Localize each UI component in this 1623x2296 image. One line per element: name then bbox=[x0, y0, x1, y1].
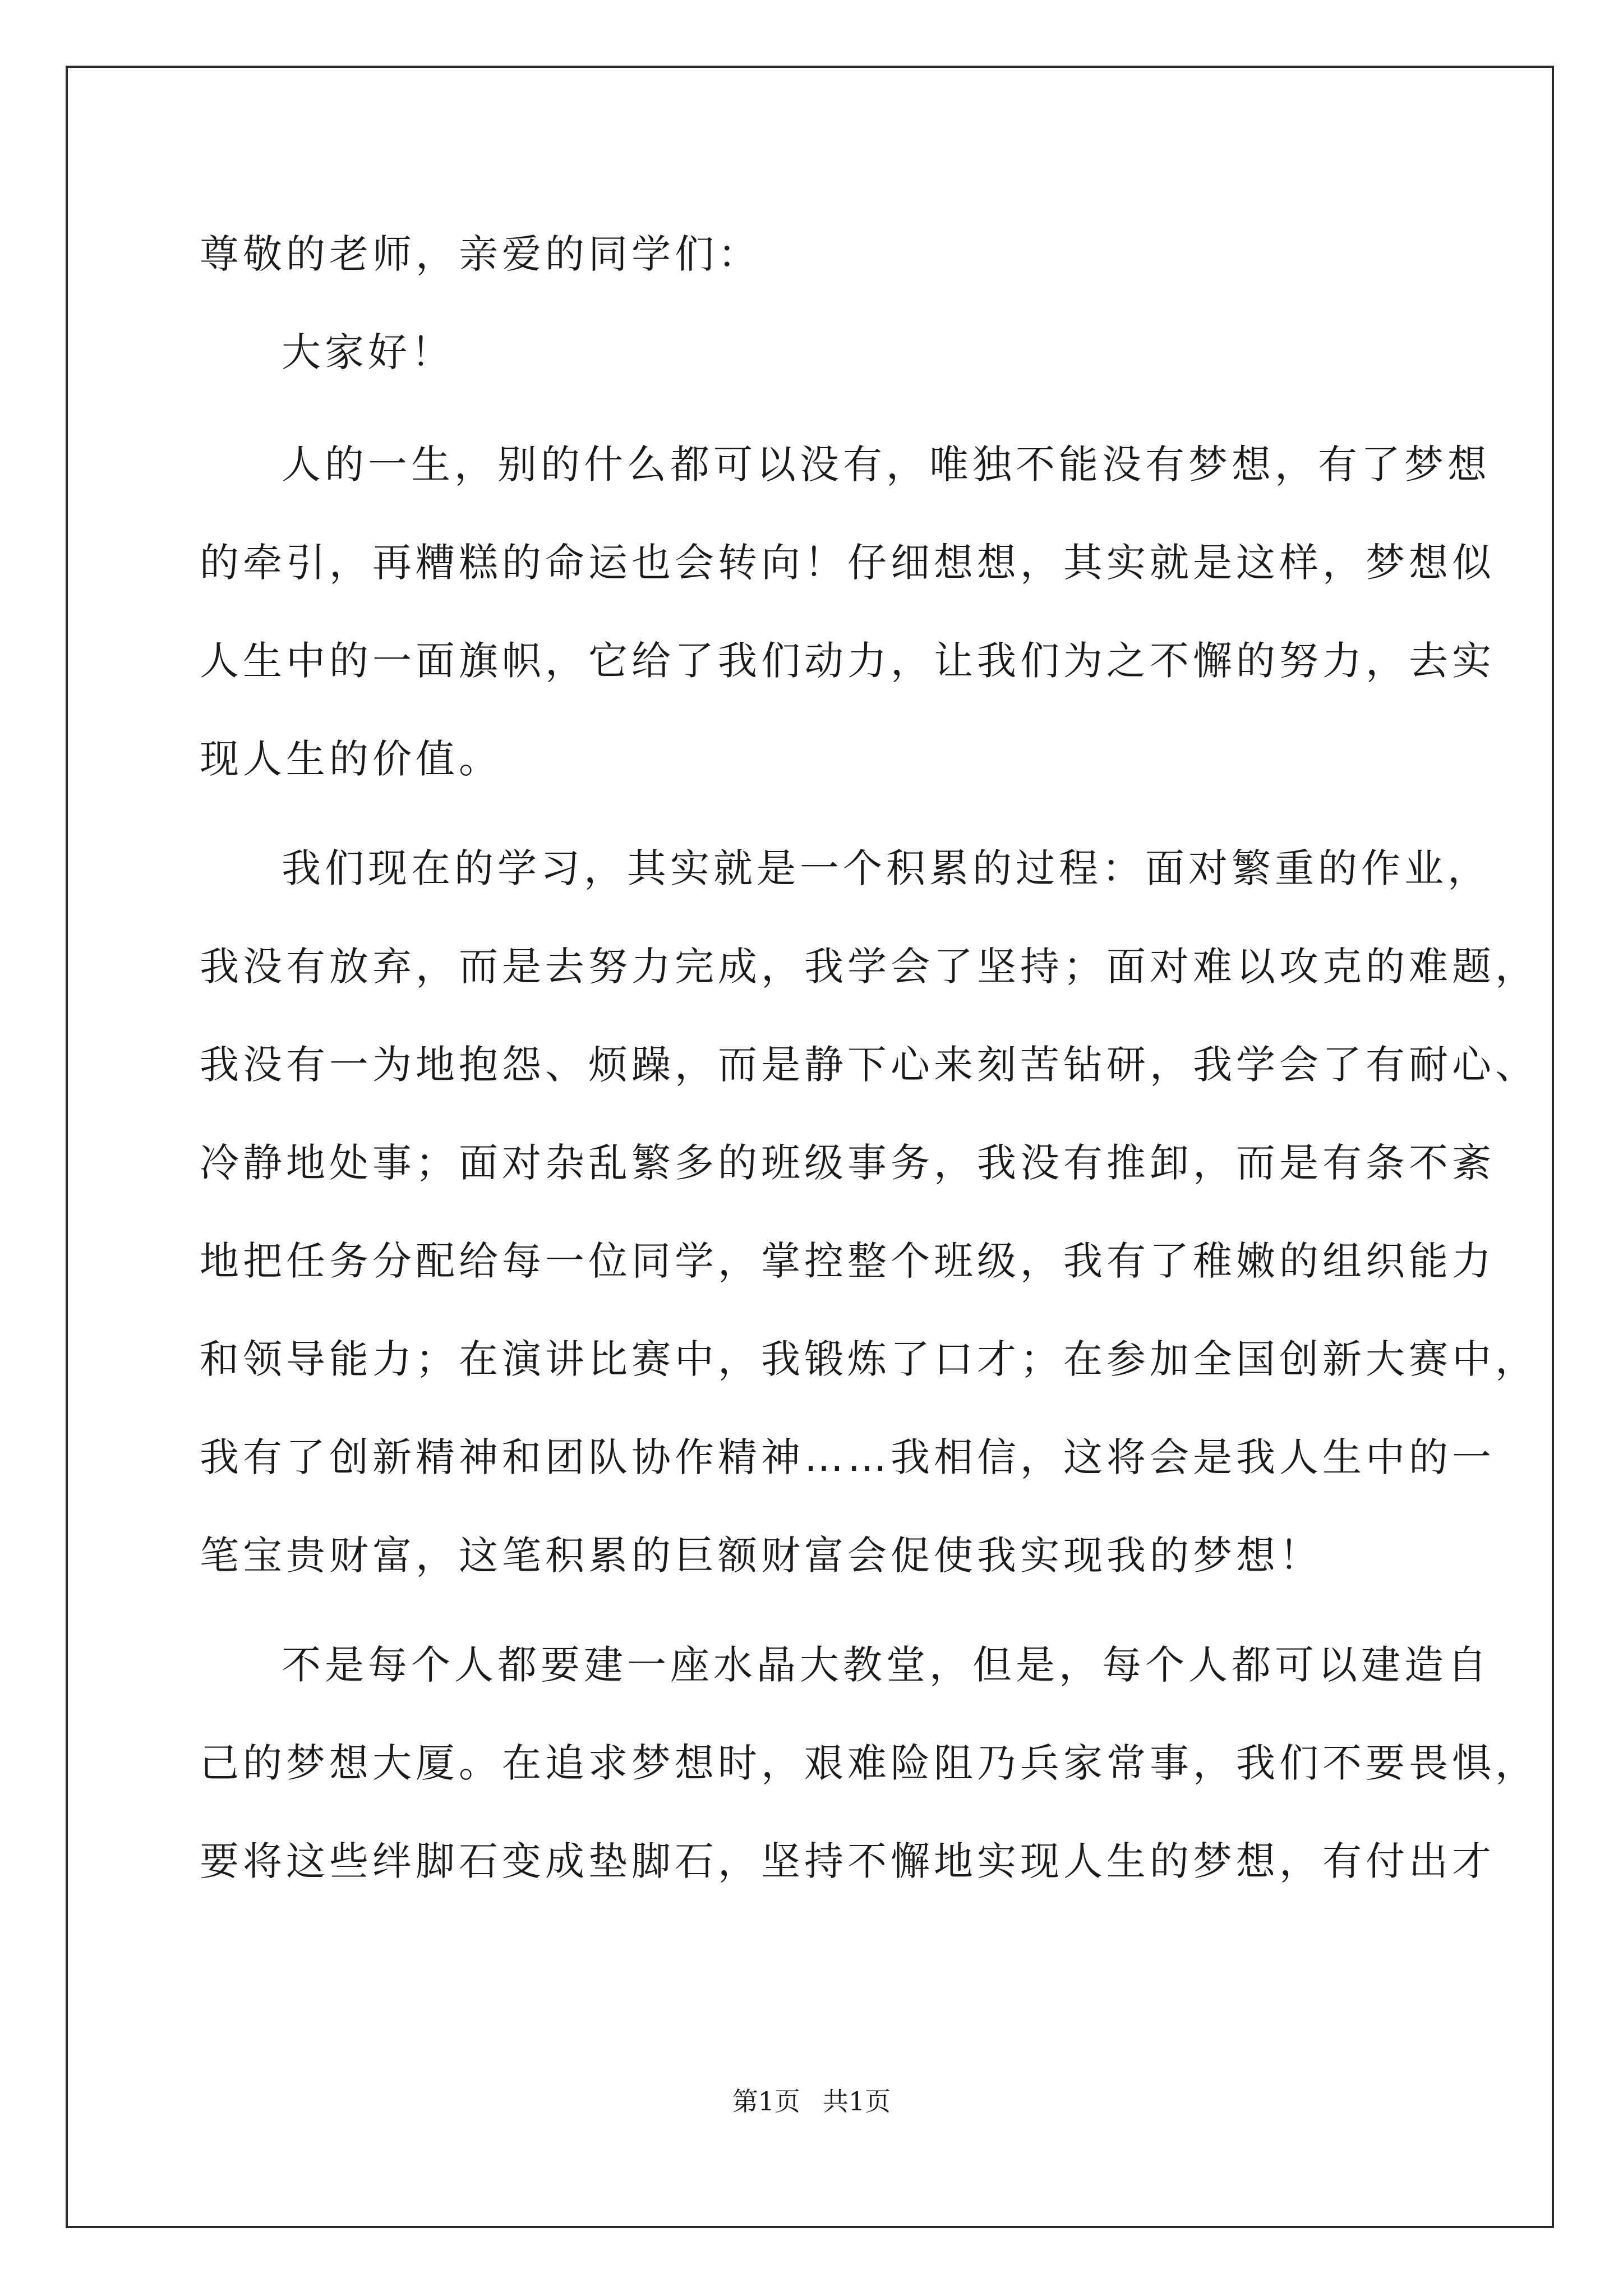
paragraph-2-line-6: 和领导能力；在演讲比赛中，我锻炼了口才；在参加全国创新大赛中， bbox=[200, 1336, 1538, 1382]
paragraph-2-line-7: 我有了创新精神和团队协作精神……我相信，这将会是我人生中的一 bbox=[200, 1434, 1495, 1480]
page-footer bbox=[0, 2081, 1623, 2118]
greeting-line: 大家好！ bbox=[282, 329, 454, 375]
paragraph-1-line-3: 人生中的一面旗帜，它给了我们动力，让我们为之不懈的努力，去实 bbox=[200, 638, 1495, 684]
paragraph-2-line-3: 我没有一为地抱怨、烦躁，而是静下心来刻苦钻研，我学会了有耐心、 bbox=[200, 1042, 1538, 1088]
paragraph-2-line-2: 我没有放弃，而是去努力完成，我学会了坚持；面对难以攻克的难题， bbox=[200, 944, 1538, 990]
paragraph-2-line-1: 我们现在的学习，其实就是一个积累的过程：面对繁重的作业， bbox=[282, 845, 1491, 891]
page-number: 第1页 bbox=[732, 2086, 800, 2116]
paragraph-3-line-1: 不是每个人都要建一座水晶大教堂，但是，每个人都可以建造自 bbox=[282, 1642, 1491, 1688]
salutation-line: 尊敬的老师，亲爱的同学们： bbox=[200, 231, 761, 277]
page-total: 共1页 bbox=[823, 2086, 891, 2116]
paragraph-1-line-4: 现人生的价值。 bbox=[200, 736, 502, 782]
paragraph-3-line-3: 要将这些绊脚石变成垫脚石，坚持不懈地实现人生的梦想，有付出才 bbox=[200, 1838, 1495, 1884]
paragraph-1-line-2: 的牵引，再糟糕的命运也会转向！仔细想想，其实就是这样，梦想似 bbox=[200, 540, 1495, 586]
paragraph-2-line-8: 笔宝贵财富，这笔积累的巨额财富会促使我实现我的梦想！ bbox=[200, 1533, 1322, 1579]
paragraph-3-line-2: 己的梦想大厦。在追求梦想时，艰难险阻乃兵家常事，我们不要畏惧， bbox=[200, 1740, 1538, 1786]
paragraph-1-line-1: 人的一生，别的什么都可以没有，唯独不能没有梦想，有了梦想 bbox=[282, 441, 1491, 487]
paragraph-2-line-4: 冷静地处事；面对杂乱繁多的班级事务，我没有推卸，而是有条不紊 bbox=[200, 1140, 1495, 1186]
paragraph-2-line-5: 地把任务分配给每一位同学，掌控整个班级，我有了稚嫩的组织能力 bbox=[200, 1238, 1495, 1284]
